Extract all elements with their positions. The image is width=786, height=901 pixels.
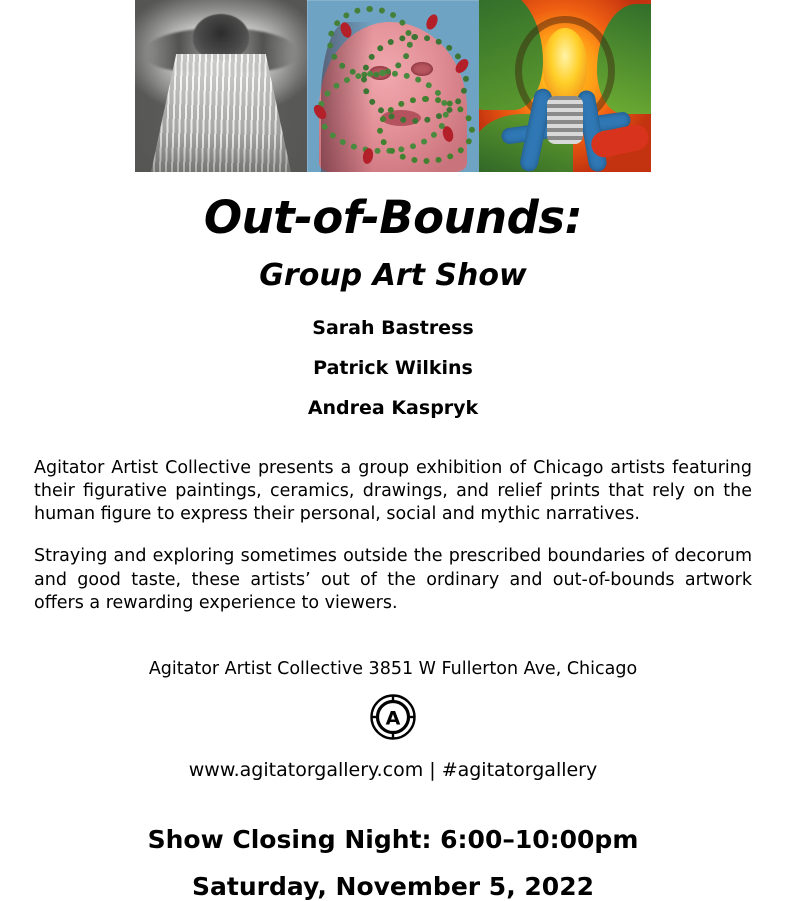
orange-art-coil (547, 96, 583, 144)
description-paragraph-1: Agitator Artist Collective presents a group exhibition of Chicago artists featuring their figurative paintings, ceramics, drawings, and relief prints that rely on the human figure to express their personal, social and mythic narratives. (34, 457, 752, 525)
artist-name-3: Andrea Kaspryk (307, 396, 479, 419)
closing-night-date: Saturday, November 5, 2022 (192, 872, 594, 901)
website-line: www.agitatorgallery.com | #agitatorgallery (188, 759, 598, 782)
artist-name-2: Patrick Wilkins (313, 356, 473, 379)
agitator-a-logo (369, 693, 417, 741)
description-paragraph-2: Straying and exploring sometimes outside the prescribed boundaries of decorum and good taste, these artists’ out of the ordinary and out-of-bounds artwork offers a rewarding experience to viewers. (34, 546, 752, 613)
artwork-strip (0, 0, 786, 172)
pink-art-vine-4 (377, 96, 475, 164)
svg-text:A: A (385, 707, 401, 730)
title-block (0, 193, 786, 419)
venue-address: Agitator Artist Collective 3851 W Fullerton Ave, Chicago (148, 659, 638, 680)
charcoal-vignette (135, 0, 307, 172)
page-subtitle: Group Art Show (259, 257, 527, 293)
artwork-image-charcoal-figure-drawing (135, 0, 307, 172)
artist-name-1: Sarah Bastress (312, 316, 474, 339)
logo-container (0, 693, 786, 741)
closing-night-time: Show Closing Night: 6:00–10:00pm (147, 825, 639, 855)
orange-art-core (543, 28, 587, 98)
page-title: Out-of-Bounds: (203, 191, 583, 244)
artwork-image-pink-figure-with-vines (307, 0, 479, 172)
description-block (0, 457, 786, 616)
artwork-image-orange-abstract-figure (479, 0, 651, 172)
